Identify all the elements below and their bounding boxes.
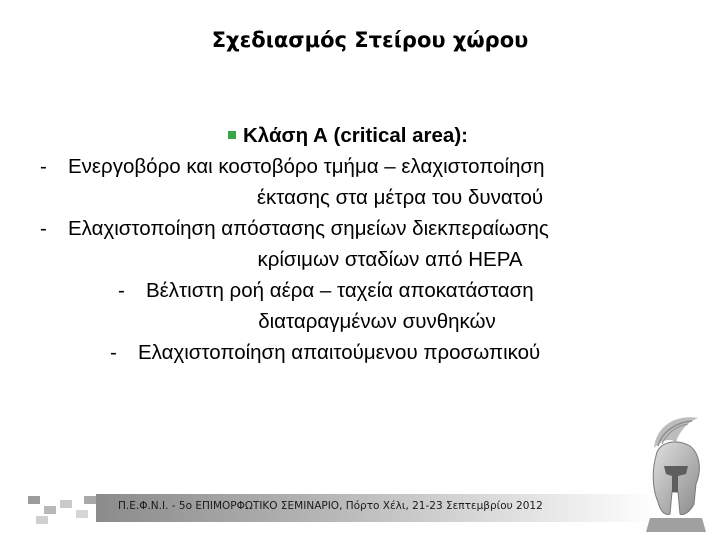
list-item xyxy=(0,151,720,182)
list-item-text: Ελαχιστοποίηση απαιτούμενου προσωπικού xyxy=(138,341,541,364)
decorative-square xyxy=(28,496,40,504)
list-item xyxy=(0,213,720,244)
footer-text: Π.Ε.Φ.Ν.Ι. - 5ο ΕΠΙΜΟΡΦΩΤΙΚΟ ΣΕΜΙΝΑΡΙΟ, Πόρτο Χέλι, 21-23 Σεπτεμβρίου 2012 xyxy=(118,500,543,512)
ancient-helmet-logo xyxy=(636,408,716,538)
decorative-square xyxy=(36,516,48,524)
heading-text: Κλάση Α (critical area): xyxy=(243,124,468,147)
list-item-continuation xyxy=(0,182,720,213)
list-item-text: Ελαχιστοποίηση απόστασης σημείων διεκπεραίωσης xyxy=(68,217,549,240)
slide-title: Σχεδιασμός Στείρου χώρου xyxy=(211,28,529,52)
list-item xyxy=(0,275,720,306)
list-item-text-continued: κρίσιμων σταδίων από HEPA xyxy=(257,248,523,271)
dash-marker: - xyxy=(110,341,117,364)
list-item-text-continued: έκτασης στα μέτρα του δυνατού xyxy=(256,186,544,209)
dash-marker: - xyxy=(40,217,47,240)
dash-marker: - xyxy=(118,279,125,302)
decorative-square xyxy=(84,496,96,504)
heading-line xyxy=(0,120,720,151)
decorative-square xyxy=(76,510,88,518)
square-bullet-icon xyxy=(228,131,236,139)
list-item xyxy=(0,337,720,368)
list-item-text-continued: διαταραγμένων συνθηκών xyxy=(258,310,496,333)
list-item-continuation xyxy=(0,306,720,337)
decorative-square xyxy=(44,506,56,514)
slide-content xyxy=(0,120,720,368)
list-item-text: Ενεργοβόρο και κοστοβόρο τμήμα – ελαχιστοποίηση xyxy=(68,155,545,178)
list-item-text: Βέλτιστη ροή αέρα – ταχεία αποκατάσταση xyxy=(146,279,534,302)
list-item-continuation xyxy=(0,244,720,275)
dash-marker: - xyxy=(40,155,47,178)
decorative-square xyxy=(60,500,72,508)
